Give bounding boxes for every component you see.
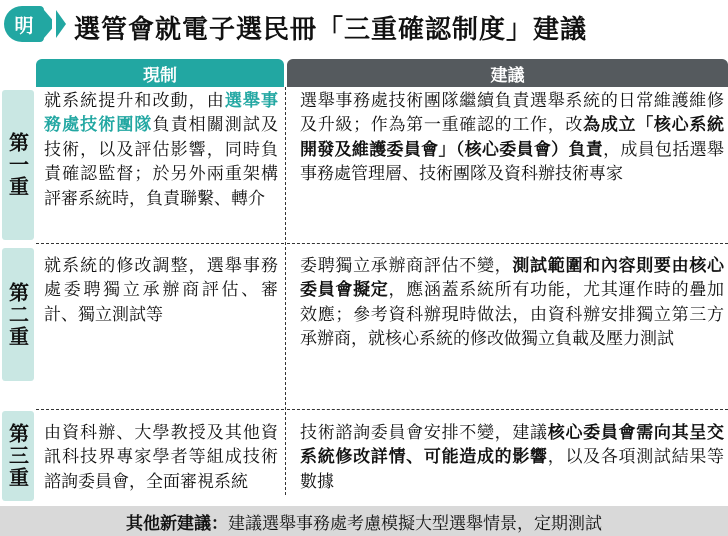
- column-header-current: 現制: [36, 59, 284, 87]
- footer-label: 其他新建議：: [126, 513, 228, 534]
- row-separator: [287, 243, 728, 244]
- row1-suggestion-text: 選舉事務處技術團隊繼續負責選舉系統的日常維護維修及升級；作為第一重確認的工作，改為成立「核心系統開發及維護委員會」（核心委員會）負責，成員包括選舉事務處管理層、技術團隊及資科辦技術專家: [300, 91, 725, 185]
- row1-current-text: 就系統提升和改動，由選舉事務處技術團隊負責相關測試及技術，以及評估影響，同時負責確認監督；於另外兩重架構評審系統時，負責聯繫、轉介: [44, 91, 279, 209]
- bold-test-scope: 測試範圍和內容則要由核心委員會擬定: [300, 256, 725, 301]
- badge-text: 明: [14, 14, 34, 37]
- row-separator: [36, 409, 284, 410]
- row-separator: [287, 409, 728, 410]
- footer-text: 建議選舉事務處考慮模擬大型選舉情景，定期測試: [228, 513, 602, 534]
- bold-core-committee: 為成立「核心系統開發及維護委員會」（核心委員會）負責: [300, 115, 725, 160]
- column-header-suggestion: 建議: [287, 59, 728, 87]
- highlight-department: 選舉事務處技術團隊: [44, 91, 279, 136]
- row2-suggestion-text: 委聘獨立承辦商評估不變，測試範圍和內容則要由核心委員會擬定，應涵蓋系統所有功能，尤其運作時的疊加效應；參考資科辦現時做法，由資科辦安排獨立第三方承辦商，就核心系統的修改做獨立負載及壓力測試: [300, 256, 725, 350]
- row-label-first: 第一重: [2, 90, 34, 240]
- row-label-third: 第三重: [2, 411, 34, 501]
- footer-note: [0, 506, 728, 536]
- newspaper-badge-icon: [4, 6, 44, 42]
- column-divider: [285, 87, 286, 495]
- page-title: 選管會就電子選民冊「三重確認制度」建議: [74, 15, 588, 45]
- row-separator: [36, 243, 284, 244]
- chevron-arrow-inner-icon: [56, 10, 66, 38]
- bold-submit-details: 核心委員會需向其呈交系統修改詳情、可能造成的影響: [300, 423, 725, 468]
- row2-current-text: 就系統的修改調整，選舉事務處委聘獨立承辦商評估、審計、獨立測試等: [44, 256, 278, 325]
- row3-current-text: 由資科辦、大學教授及其他資訊科技界專家學者等組成技術諮詢委員會，全面審視系統: [44, 423, 278, 492]
- row3-suggestion-text: 技術諮詢委員會安排不變，建議核心委員會需向其呈交系統修改詳情、可能造成的影響，以及各項測試結果等數據: [300, 423, 725, 492]
- row-label-second: 第二重: [2, 248, 34, 381]
- header: [0, 0, 728, 52]
